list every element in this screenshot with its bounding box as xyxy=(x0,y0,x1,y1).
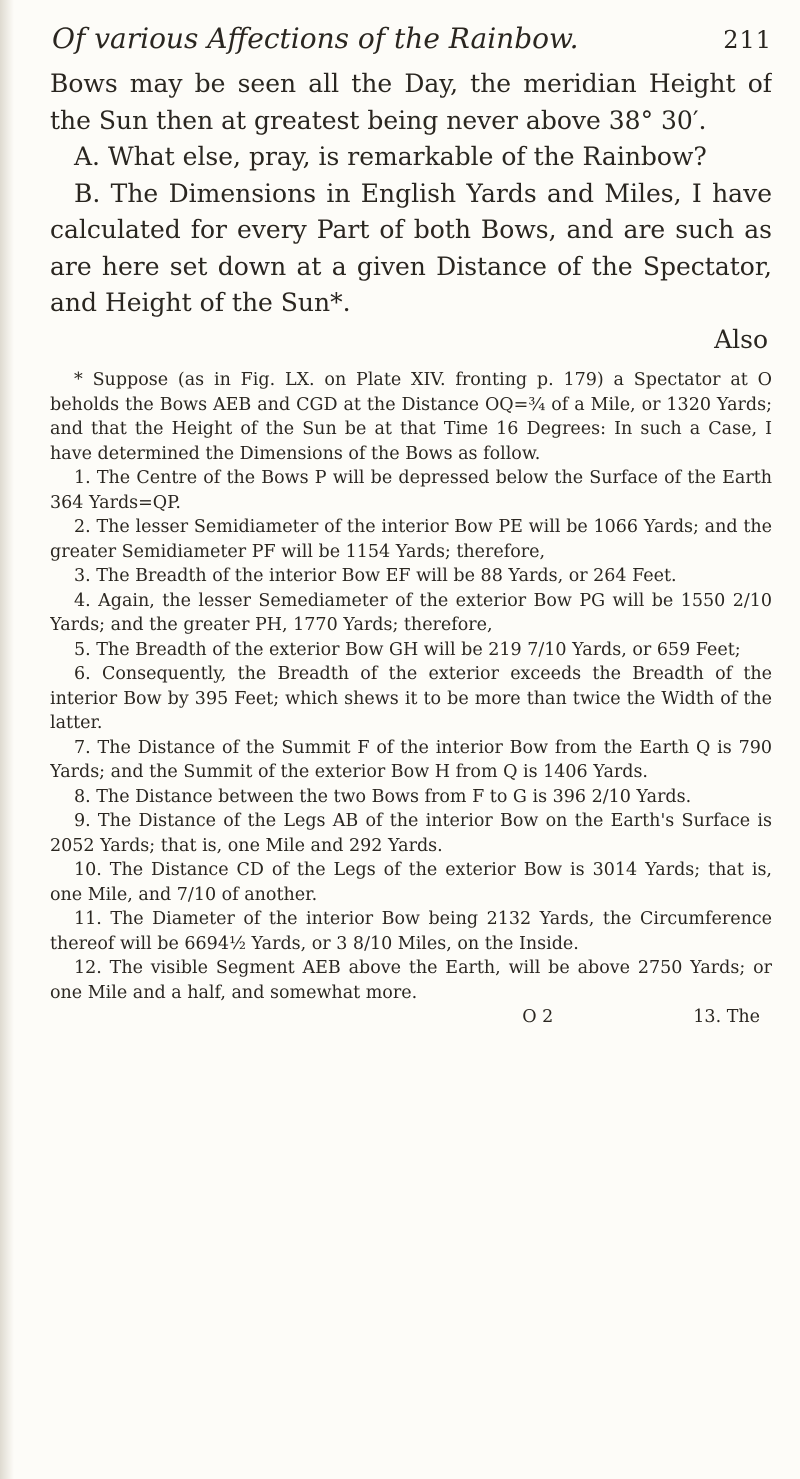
footnote-item: 3. The Breadth of the interior Bow EF will be 88 Yards, or 264 Feet. xyxy=(74,566,677,586)
footnote-item: 4. Again, the lesser Semediameter of the exterior Bow PG will be 1550 2/10 Yards; and the greater PH, 1770 Yards; therefore, xyxy=(50,590,772,635)
footnote-item: 2. The lesser Semidiameter of the interior Bow PE will be 1066 Yards; and the greater Semidiameter PF will be 1154 Yards; therefore, xyxy=(50,517,772,562)
footnote-item: 12. The visible Segment AEB above the Earth, will be above 2750 Yards; or one Mile and a half, and somewhat more. xyxy=(50,958,772,1003)
catchword: 13. The xyxy=(693,1007,760,1027)
paragraph: Bows may be seen all the Day, the meridian Height of the Sun then at greatest being never above 38° 30′. xyxy=(50,69,772,135)
footnote-item: 8. The Distance between the two Bows from F to G is 396 2/10 Yards. xyxy=(74,786,692,807)
footnote-item: 9. The Distance of the Legs AB of the interior Bow on the Earth's Surface is 2052 Yards; that is, one Mile and 292 Yards. xyxy=(50,811,772,856)
page-number: 211 xyxy=(723,26,772,54)
signature-mark: O 2 xyxy=(522,1007,554,1027)
footnote-item: 6. Consequently, the Breadth of the exterior exceeds the Breadth of the interior Bow by 395 Feet; which shews it to be more than twice the Width of the latter. xyxy=(50,664,772,733)
catchword-inline: Also xyxy=(714,324,768,354)
footnote-item: 1. The Centre of the Bows P will be depressed below the Surface of the Earth 364 Yards=QP. xyxy=(50,468,772,513)
book-gutter xyxy=(0,0,14,1479)
footnote: * Suppose (as in Fig. LX. on Plate XIV. fronting p. 179) a Spectator at O beholds the Bows AEB and CGD at the Distance OQ=¾ of a Mile, or 1320 Yards; and that the Height of the Sun be at that Time 16 Degrees: In such a Case, I have determined the Dimensions of the Bows as follow. xyxy=(50,370,772,464)
footnote-item: 5. The Breadth of the exterior Bow GH will be 219 7/10 Yards, or 659 Feet; xyxy=(74,639,741,660)
running-head xyxy=(50,22,772,66)
running-title: Of various Affections of the Rainbow. xyxy=(52,22,579,55)
footnote-item: 11. The Diameter of the interior Bow being 2132 Yards, the Circumference thereof will be 6694½ Yards, or 3 8/10 Miles, on the Inside. xyxy=(50,909,772,954)
footnote-item: 7. The Distance of the Summit F of the interior Bow from the Earth Q is 790 Yards; and the Summit of the exterior Bow H from Q is 1406 Yards. xyxy=(50,737,772,782)
footnotes xyxy=(50,368,772,1005)
paragraph: A. What else, pray, is remarkable of the Rainbow? xyxy=(74,142,707,171)
page-footer xyxy=(50,1005,772,1029)
main-text xyxy=(50,66,772,358)
footnote-item: 10. The Distance CD of the Legs of the exterior Bow is 3014 Yards; that is, one Mile, and 7/10 of another. xyxy=(50,860,772,905)
book-page xyxy=(50,22,772,1467)
paragraph: B. The Dimensions in English Yards and Miles, I have calculated for every Part of both Bows, and are such as are here set down at a given Distance of the Spectator, and Height of the Sun*. xyxy=(50,178,772,317)
